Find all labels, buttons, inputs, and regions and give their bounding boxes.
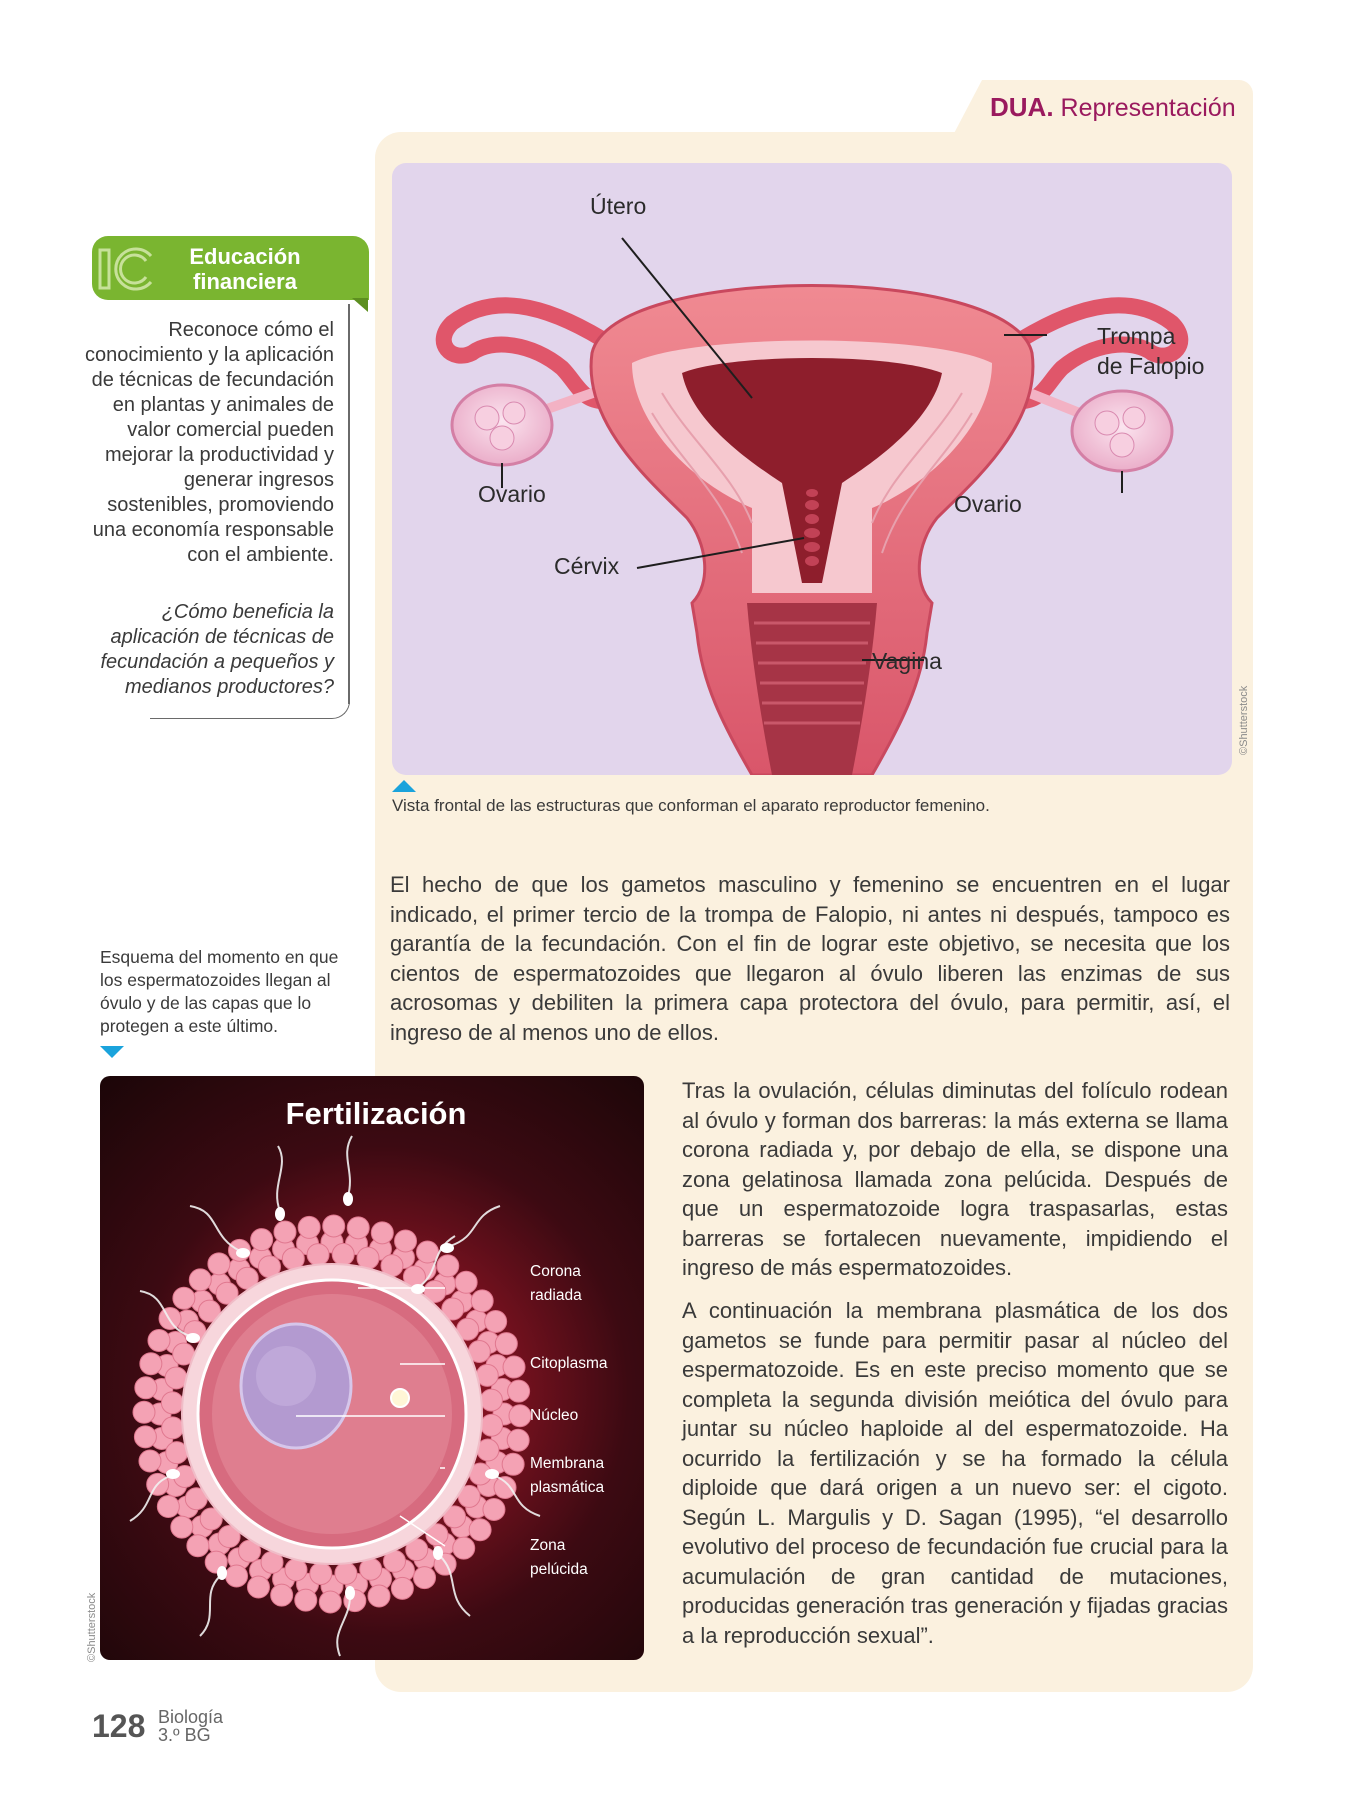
caption-arrow-down-icon — [100, 1046, 124, 1058]
corona-cell — [274, 1221, 296, 1243]
corona-cell — [332, 1243, 354, 1265]
corona-cell — [485, 1310, 507, 1332]
ic-title: Educación financiera — [189, 244, 301, 294]
corona-cell — [134, 1426, 156, 1448]
credit-fert: ©Shutterstock — [86, 1592, 98, 1662]
corona-cell — [135, 1377, 157, 1399]
ovary-left — [452, 385, 552, 465]
corona-cell — [437, 1255, 459, 1277]
dua-bold: DUA. — [990, 92, 1054, 122]
label-pelucida: pelúcida — [530, 1561, 588, 1578]
corona-cell — [148, 1329, 170, 1351]
corona-cell — [371, 1222, 393, 1244]
label-corona: Corona — [530, 1263, 581, 1280]
fertilization-figure — [100, 1076, 644, 1660]
paragraph-3: A continuación la membrana plasmática de los dos gametos se funde para permitir pasar al núcleo del espermatozoide. Es en este preciso momento que se completa la segunda división meiótica del óvulo para juntar su núcleo haploide al del espermatozoide. Ha ocurrido la fertilización y se ha formado la célula diploide que dará origen a un nuevo ser: el cigoto. Según L. Margulis y D. Sagan (1995), “el desarrollo evolutivo del proceso de fecundación fue crucial para la acumulación de gran cantidad de mutaciones, producidas generación tras generación y fijadas gracias a la reproducción sexual”. — [682, 1298, 1228, 1648]
label-de-falopio: de Falopio — [1097, 353, 1205, 379]
corona-cell — [509, 1405, 531, 1427]
label-utero: Útero — [590, 193, 647, 219]
corona-cell — [161, 1392, 183, 1414]
fallopian-tube-left — [444, 305, 607, 401]
label-plasmatica: plasmática — [530, 1479, 605, 1496]
uterus-figure — [392, 163, 1232, 775]
sidebar-line-bottom — [150, 697, 350, 719]
label-membrana: Membrana — [530, 1455, 605, 1472]
label-vagina: Vagina — [872, 648, 942, 674]
label-ovario-right: Ovario — [954, 491, 1022, 517]
corona-cell — [298, 1216, 320, 1238]
corona-cell — [495, 1333, 517, 1355]
corona-cell — [480, 1389, 502, 1411]
corona-cell — [483, 1498, 505, 1520]
corona-cell — [319, 1591, 341, 1613]
label-citoplasma: Citoplasma — [530, 1355, 608, 1372]
uterus-illustration — [392, 163, 1232, 775]
sidebar-text: Reconoce cómo el conocimiento y la aplicación de técnicas de fecundación en plantas y animales de valor comercial pueden mejorar la productividad y generar ingresos sostenibles, promoviendo una economía responsable con el ambiente. — [84, 319, 334, 566]
book-info — [158, 1708, 223, 1744]
corona-cell — [502, 1453, 524, 1475]
corona-cell — [307, 1244, 329, 1266]
label-zona: Zona — [530, 1537, 566, 1554]
credit-uterus: ©Shutterstock — [1238, 685, 1250, 755]
corona-cell — [226, 1565, 248, 1587]
corona-cell — [247, 1576, 269, 1598]
corona-cell — [471, 1290, 493, 1312]
corona-cell — [455, 1271, 477, 1293]
label-nucleo: Núcleo — [530, 1407, 579, 1424]
dua-label: Representación — [1060, 94, 1236, 122]
label-ovario-left: Ovario — [478, 481, 546, 507]
label-trompa: Trompa — [1097, 323, 1176, 349]
corona-cell — [481, 1414, 503, 1436]
corona-cell — [508, 1380, 530, 1402]
corona-cell — [157, 1496, 179, 1518]
corona-cell — [391, 1577, 413, 1599]
label-cervix: Cérvix — [554, 553, 620, 579]
page-number: 128 — [92, 1708, 146, 1744]
corona-cell — [310, 1563, 332, 1585]
corona-cell — [271, 1584, 293, 1606]
corona-cell — [414, 1567, 436, 1589]
paragraph-2: Tras la ovulación, células diminutas del folículo rodean al óvulo y forman dos barreras: la más externa se llama corona radiada y, por debajo de ella, se dispone una zona gelatinosa llamada zona pelúcida. Después de que un espermatozoide logra traspasarlas, estas barreras se fortalecen nuevamente, impidiendo el ingreso de más espermatozoides. — [682, 1078, 1228, 1280]
ovary-right — [1072, 391, 1172, 471]
ic-notch — [352, 298, 368, 312]
corona-cell — [323, 1215, 345, 1237]
corona-cell — [140, 1353, 162, 1375]
corona-cell — [453, 1537, 475, 1559]
corona-cell — [368, 1585, 390, 1607]
corona-cell — [189, 1269, 211, 1291]
book-grade: 3.º BG — [158, 1725, 211, 1745]
sidebar-question: ¿Cómo beneficia la aplicación de técnicas de fecundación a pequeños y medianos productores? — [100, 601, 334, 698]
book-subject: Biología — [158, 1707, 224, 1727]
corona-cell — [139, 1450, 161, 1472]
corona-cell — [507, 1429, 529, 1451]
corona-cell — [503, 1356, 525, 1378]
corona-cell — [251, 1229, 273, 1251]
corona-cell — [187, 1535, 209, 1557]
corona-cell — [162, 1417, 184, 1439]
ic-logo-icon — [96, 244, 156, 294]
corona-cell — [395, 1230, 417, 1252]
caption-arrow-up-icon — [392, 780, 416, 792]
corona-cell — [133, 1401, 155, 1423]
paragraph-1: El hecho de que los gametos masculino y femenino se encuentren en el lugar indicado, el primer tercio de la trompa de Falopio, ni antes ni después, tampoco es garantía de la fecundación. Con el fin de lograr este objetivo, se necesita que los cientos de espermatozoides que llegaron al óvulo liberen las enzimas de sus acrosomas y debiliten la primera capa protectora del óvulo, para permitir, así, el ingreso de al menos uno de ellos. — [390, 872, 1230, 1045]
corona-cell — [173, 1287, 195, 1309]
corona-cell — [295, 1589, 317, 1611]
uterus-caption: Vista frontal de las estructuras que conforman el aparato reproductor femenino. — [392, 796, 990, 815]
sperm-nucleus — [391, 1389, 409, 1407]
corona-cell — [171, 1516, 193, 1538]
dua-title — [990, 92, 1236, 123]
corona-cell — [208, 1253, 230, 1275]
corona-cell — [469, 1519, 491, 1541]
corona-cell — [347, 1217, 369, 1239]
corona-cell — [335, 1562, 357, 1584]
fert-caption: Esquema del momento en que los espermatozoides llegan al óvulo y de las capas que lo protegen a este último. — [100, 947, 339, 1036]
sidebar-line — [348, 304, 350, 704]
corona-cell — [494, 1477, 516, 1499]
label-radiada: radiada — [530, 1287, 582, 1304]
fert-title: Fertilización — [285, 1096, 467, 1131]
